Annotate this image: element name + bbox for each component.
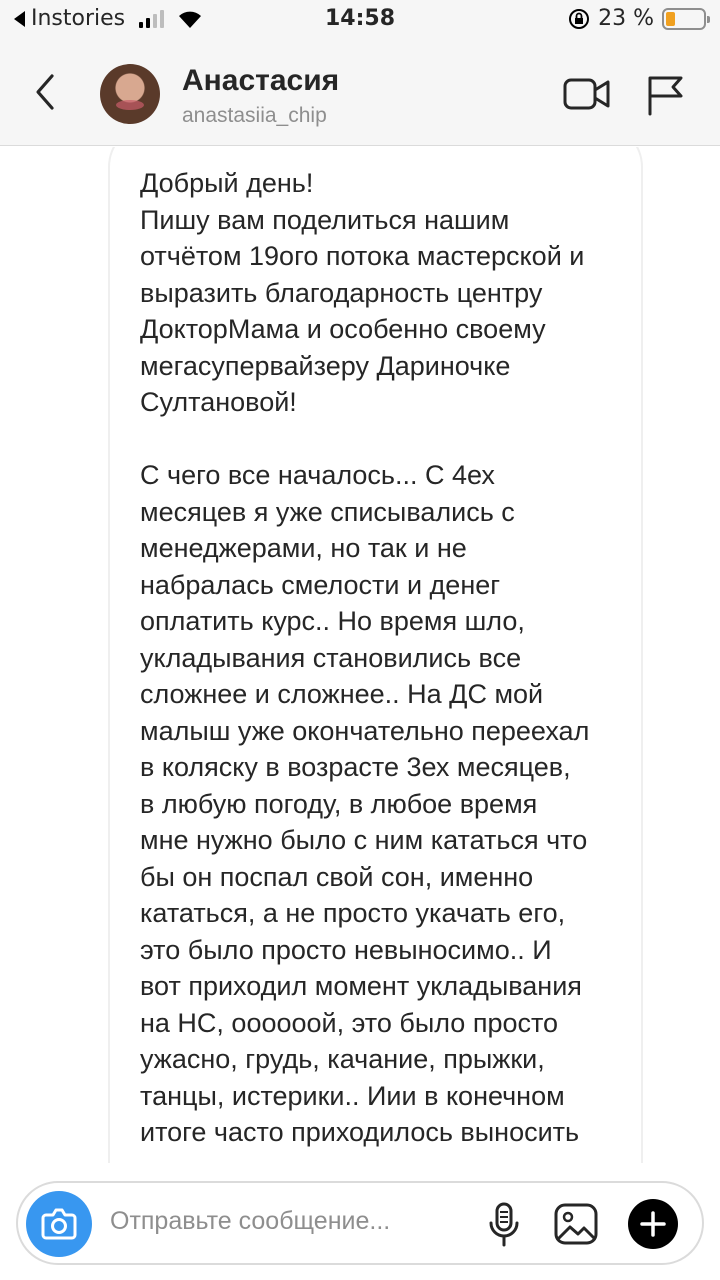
message-line: мне нужно было с ним кататься что	[140, 825, 588, 855]
message-line: ДокторМама и особенно своему	[140, 314, 546, 344]
battery-percent: 23 %	[598, 6, 654, 31]
message-paragraph-2	[140, 457, 617, 1151]
contact-username[interactable]: anastasiia_chip	[182, 104, 327, 127]
message-line: набралась смелости и денег	[140, 569, 501, 600]
microphone-icon	[491, 1204, 517, 1245]
back-button[interactable]	[28, 72, 64, 112]
message-composer	[16, 1181, 704, 1265]
message-line: на НС, оооооой, это было просто	[140, 1007, 559, 1038]
camera-button[interactable]	[26, 1191, 92, 1257]
message-line: в коляску в возрасте 3ех месяцев,	[140, 752, 571, 782]
status-time: 14:58	[324, 6, 396, 31]
message-bubble[interactable]	[108, 147, 643, 1163]
status-bar	[0, 0, 720, 40]
message-line: итоге часто приходилось выносить	[140, 1117, 580, 1147]
contact-name[interactable]: Анастасия	[182, 64, 340, 97]
status-right	[568, 6, 706, 31]
message-line: ужасно, грудь, качание, прыжки,	[140, 1044, 545, 1074]
camera-icon	[26, 1191, 92, 1257]
message-line: Султановой!	[140, 387, 297, 417]
more-options-button[interactable]	[628, 1199, 678, 1249]
video-call-button[interactable]	[562, 74, 612, 114]
message-line: Пишу вам поделиться нашим	[140, 204, 510, 235]
report-button[interactable]	[645, 74, 685, 116]
message-line: выразить благодарность центру	[140, 277, 543, 308]
battery-icon	[662, 8, 706, 30]
message-line: сложнее и сложнее.. На ДС мой	[140, 679, 544, 709]
message-line: это было просто невыносимо.. И	[140, 934, 552, 965]
orientation-lock-icon	[568, 8, 590, 30]
message-line: мегасупервайзеру Дариночке	[140, 350, 511, 381]
back-app-label: Instories	[31, 6, 126, 31]
message-line: вот приходил момент укладывания	[140, 971, 582, 1001]
message-line: отчётом 19ого потока мастерской и	[140, 241, 585, 271]
video-camera-icon	[565, 80, 608, 108]
message-line: С чего все началось... С 4ех	[140, 460, 495, 490]
flag-icon	[650, 78, 681, 114]
plus-icon	[628, 1199, 678, 1249]
voice-message-button[interactable]	[486, 1201, 522, 1249]
gallery-icon	[556, 1205, 596, 1243]
gallery-button[interactable]	[552, 1199, 600, 1249]
message-line: в любую погоду, в любое время	[140, 788, 538, 819]
chat-header	[0, 40, 720, 146]
message-input[interactable]	[110, 1207, 460, 1236]
message-line: малыш уже окончательно переехал	[140, 715, 590, 746]
message-line: оплатить курс.. Но время шло,	[140, 606, 525, 636]
paragraph-spacer	[140, 421, 617, 458]
message-line: бы он поспал свой сон, именно	[140, 861, 534, 892]
message-line: Добрый день!	[140, 168, 314, 198]
message-line: менеджерами, но так и не	[140, 533, 467, 563]
message-paragraph-1	[140, 165, 617, 421]
chat-thread[interactable]	[0, 147, 720, 1163]
avatar[interactable]	[100, 64, 160, 124]
message-line: укладывания становились все	[140, 642, 522, 673]
message-line: танцы, истерики.. Иии в конечном	[140, 1080, 565, 1111]
message-line: кататься, а не просто укачать его,	[140, 898, 566, 928]
message-line: месяцев я уже списывались с	[140, 496, 515, 527]
chevron-left-icon	[38, 76, 52, 108]
